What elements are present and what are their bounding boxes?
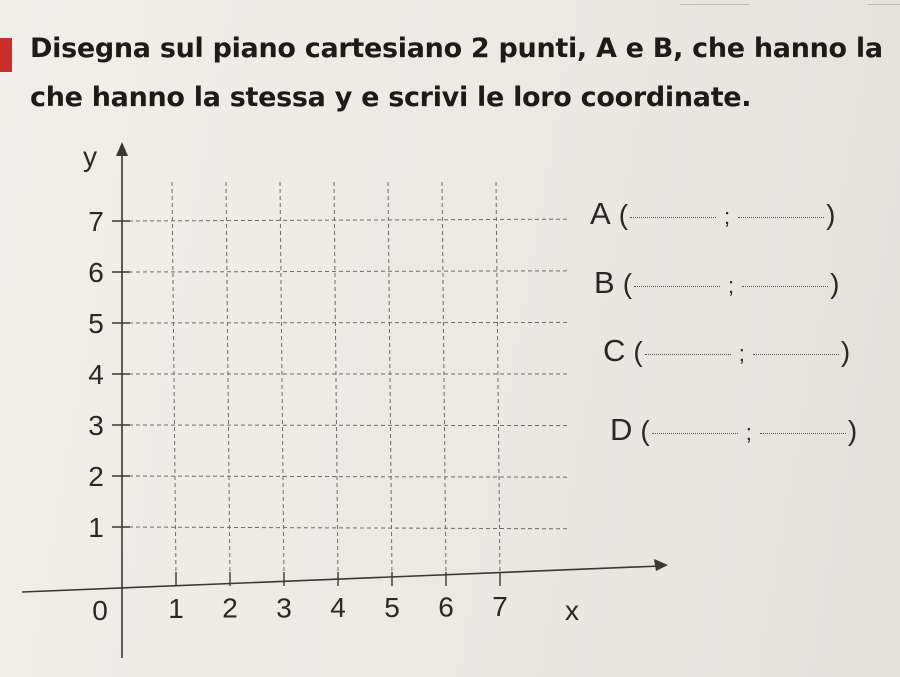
gridline-v	[334, 181, 338, 578]
gridline-v	[280, 181, 284, 578]
coord-row-d	[610, 412, 857, 448]
x-tick-label: 1	[168, 593, 184, 624]
gridline-h	[122, 527, 570, 529]
gridline-h	[122, 425, 570, 426]
point-letter: A	[590, 196, 611, 231]
y-axis-label: y	[83, 141, 97, 172]
point-letter: C	[603, 333, 626, 368]
open-paren: (	[618, 199, 629, 230]
x-tick-label: 2	[222, 592, 238, 624]
gridline-h	[122, 322, 570, 323]
axis-labels	[83, 141, 579, 626]
x-answer-blank[interactable]	[652, 433, 738, 434]
close-paren: )	[830, 268, 840, 299]
y-tick-label: 1	[88, 512, 104, 543]
open-paren: (	[633, 336, 643, 367]
x-answer-blank[interactable]	[645, 354, 731, 355]
y-tick-label: 5	[88, 308, 104, 339]
gridline-v	[172, 181, 176, 578]
x-axis-label: x	[565, 595, 579, 626]
x-tick-label: 7	[492, 591, 508, 623]
y-answer-blank[interactable]	[738, 217, 824, 218]
coord-row-b	[594, 265, 839, 301]
gridline-v	[226, 181, 230, 578]
grid	[122, 181, 570, 578]
open-paren: (	[622, 268, 633, 299]
gridline-h	[122, 476, 570, 477]
instruction-line-1: Disegna sul piano cartesiano 2 punti, A e B, che hanno la	[30, 33, 883, 64]
axes	[22, 142, 668, 658]
separator: ;	[745, 420, 752, 445]
y-answer-blank[interactable]	[760, 433, 846, 434]
close-paren: )	[847, 415, 858, 446]
y-tick-label: 3	[88, 410, 104, 441]
x-tick-label: 3	[276, 592, 292, 624]
x-tick-label: 6	[438, 591, 454, 623]
gridline-h	[122, 271, 570, 272]
y-tick-label: 6	[88, 257, 104, 288]
origin-label: 0	[92, 595, 108, 626]
point-letter: B	[594, 265, 615, 300]
separator: ;	[724, 204, 731, 229]
gridline-v	[442, 181, 446, 578]
open-paren: (	[640, 415, 650, 446]
x-answer-blank[interactable]	[634, 286, 720, 287]
y-answer-blank[interactable]	[742, 286, 828, 287]
x-tick-label: 5	[384, 591, 400, 623]
point-letter: D	[610, 412, 633, 447]
y-tick-label: 4	[88, 359, 104, 390]
separator: ;	[738, 341, 745, 366]
y-tick-label: 7	[88, 206, 104, 237]
instruction-line-2: che hanno la stessa y e scrivi le loro coordinate.	[30, 82, 752, 113]
x-tick-label: 4	[330, 592, 346, 624]
gridline-v	[496, 181, 500, 578]
close-paren: )	[840, 336, 851, 367]
y-axis-arrow	[116, 142, 128, 156]
close-paren: )	[826, 199, 836, 230]
gridline-h	[122, 219, 570, 221]
y-tick-label: 2	[88, 461, 104, 492]
separator: ;	[728, 273, 735, 298]
coord-row-a	[590, 196, 835, 232]
gridline-v	[388, 181, 392, 578]
coord-row-c	[603, 333, 850, 369]
y-answer-blank[interactable]	[753, 354, 839, 355]
x-axis-arrow	[654, 559, 668, 571]
x-axis	[22, 566, 660, 592]
x-answer-blank[interactable]	[630, 217, 716, 218]
